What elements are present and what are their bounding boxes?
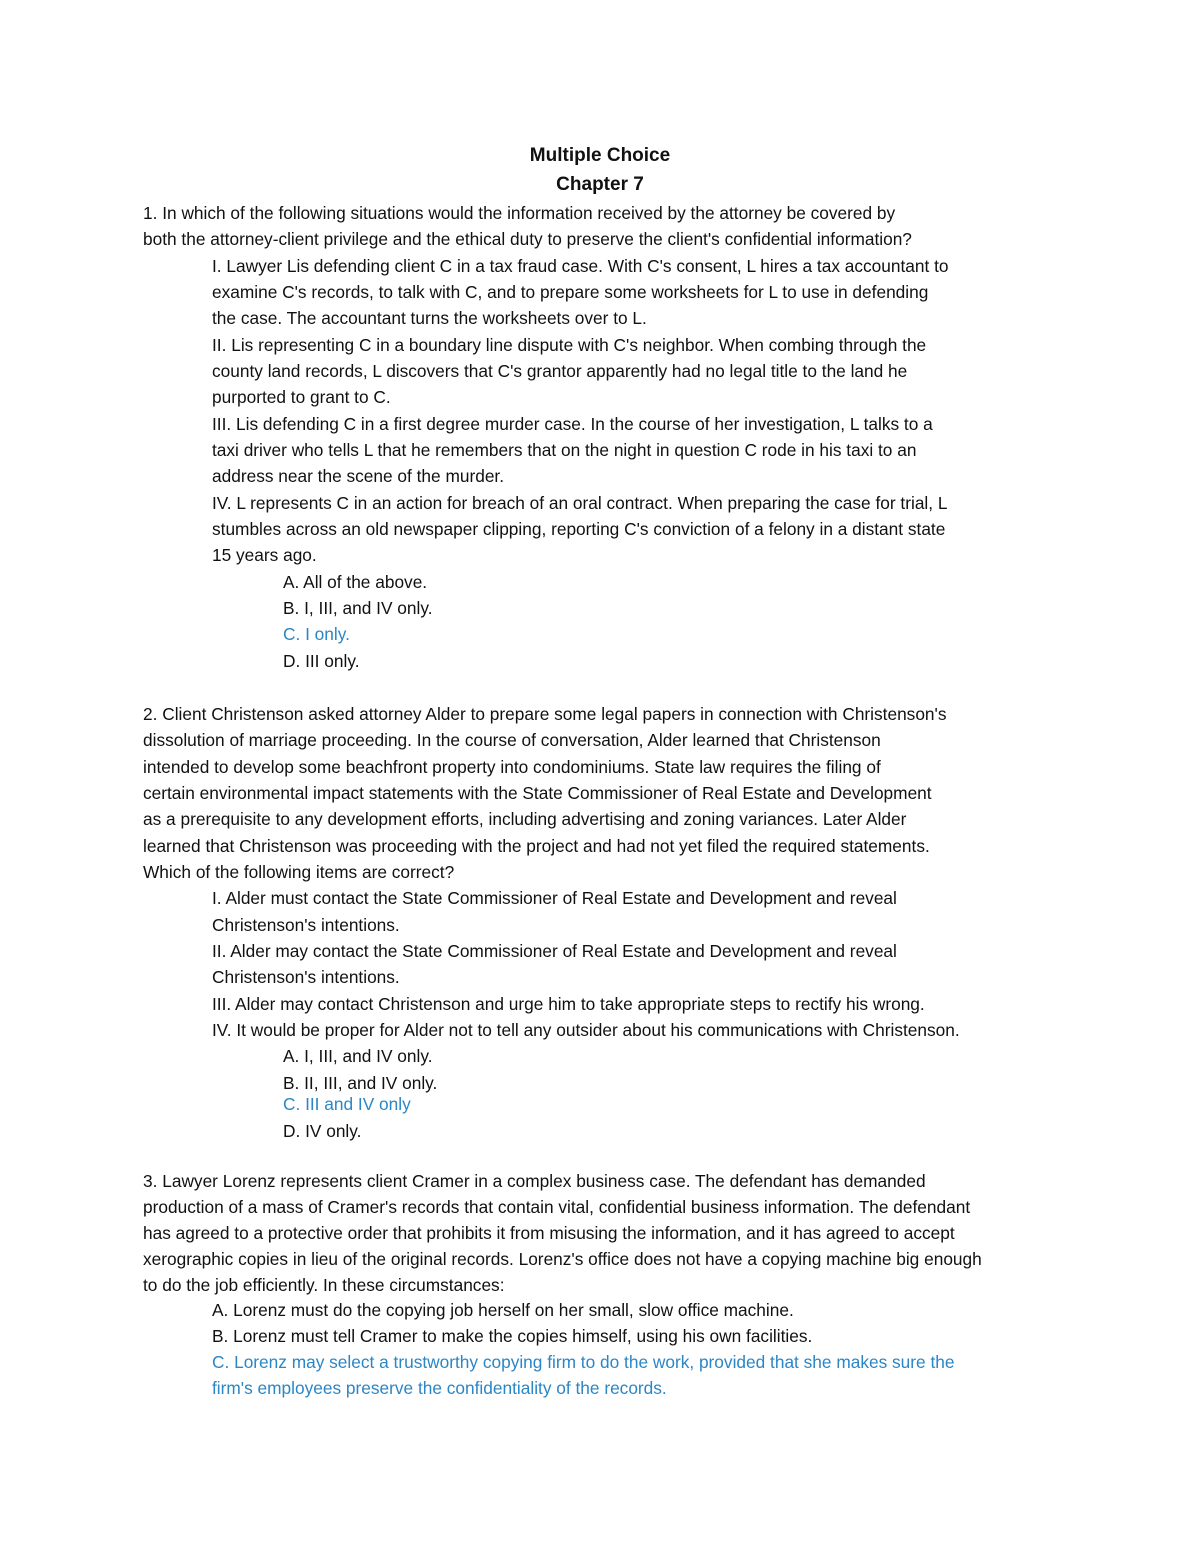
statement-line: Christenson's intentions. (212, 915, 400, 935)
answer-choice-correct: C. III and IV only (283, 1094, 411, 1114)
answer-choice: B. Lorenz must tell Cramer to make the copies himself, using his own facilities. (212, 1326, 813, 1346)
answer-choice: A. Lorenz must do the copying job herself on her small, slow office machine. (212, 1300, 794, 1320)
question-stem-line: Which of the following items are correct? (143, 862, 455, 882)
document-title: Multiple Choice (529, 145, 671, 166)
statement-line: taxi driver who tells L that he remembers that on the night in question C rode in his taxi to an (212, 440, 917, 460)
statement-line: address near the scene of the murder. (212, 466, 505, 486)
question-stem-line: xerographic copies in lieu of the original records. Lorenz's office does not have a copying machine big enough (143, 1249, 982, 1269)
answer-choice: A. All of the above. (283, 572, 428, 592)
answer-choice: B. II, III, and IV only. (283, 1073, 438, 1093)
statement-line: IV. It would be proper for Alder not to tell any outsider about his communications with Christenson. (212, 1020, 960, 1040)
statement-line: Christenson's intentions. (212, 967, 400, 987)
answer-choice-correct: C. Lorenz may select a trustworthy copying firm to do the work, provided that she makes sure the (212, 1352, 955, 1372)
question-stem-line: both the attorney-client privilege and the ethical duty to preserve the client's confidential information? (143, 229, 912, 249)
question-stem-line: 3. Lawyer Lorenz represents client Cramer in a complex business case. The defendant has demanded (143, 1171, 926, 1191)
question-stem-line: as a prerequisite to any development efforts, including advertising and zoning variances. Later Alder (143, 809, 907, 829)
answer-choice-correct: C. I only. (283, 624, 350, 644)
statement-line: 15 years ago. (212, 545, 317, 565)
chapter-heading: Chapter 7 (556, 174, 644, 195)
question-stem-line: has agreed to a protective order that prohibits it from misusing the information, and it has agreed to accept (143, 1223, 955, 1243)
statement-line: II. Alder may contact the State Commissioner of Real Estate and Development and reveal (212, 941, 897, 961)
question-stem-line: learned that Christenson was proceeding with the project and had not yet filed the required statements. (143, 836, 930, 856)
statement-line: IV. L represents C in an action for breach of an oral contract. When preparing the case for trial, L (212, 493, 948, 513)
question-number: 1 (143, 203, 153, 223)
question-stem-line: dissolution of marriage proceeding. In the course of conversation, Alder learned that Christenson (143, 730, 881, 750)
question-number: 3. (143, 1171, 158, 1191)
answer-choice: B. I, III, and IV only. (283, 598, 433, 618)
statement-line: III. Lis defending C in a first degree murder case. In the course of her investigation, L talks to a (212, 414, 933, 434)
statement-line: examine C's records, to talk with C, and to prepare some worksheets for L to use in defending (212, 282, 929, 302)
question-stem-line: production of a mass of Cramer's records that contain vital, confidential business information. The defendant (143, 1197, 971, 1217)
question-stem-line: 1. In which of the following situations would the information received by the attorney be covered by (143, 203, 896, 223)
question-stem-line: to do the job efficiently. In these circumstances: (143, 1275, 505, 1295)
statement-line: the case. The accountant turns the worksheets over to L. (212, 308, 647, 328)
question-stem-line: intended to develop some beachfront property into condominiums. State law requires the filing of (143, 757, 881, 777)
answer-choice: D. IV only. (283, 1121, 362, 1141)
answer-choice-correct: firm's employees preserve the confidentiality of the records. (212, 1378, 667, 1398)
statement-line: I. Alder must contact the State Commissioner of Real Estate and Development and reveal (212, 888, 897, 908)
statement-line: stumbles across an old newspaper clipping, reporting C's conviction of a felony in a distant state (212, 519, 946, 539)
answer-choice: A. I, III, and IV only. (283, 1046, 433, 1066)
question-stem-line: certain environmental impact statements with the State Commissioner of Real Estate and Development (143, 783, 932, 803)
question-stem-line: 2. Client Christenson asked attorney Alder to prepare some legal papers in connection with Christenson's (143, 704, 947, 724)
statement-line: purported to grant to C. (212, 387, 391, 407)
statement-line: I. Lawyer Lis defending client C in a tax fraud case. With C's consent, L hires a tax accountant to (212, 256, 949, 276)
question-number: 2. (143, 704, 158, 724)
statement-line: county land records, L discovers that C's grantor apparently had no legal title to the land he (212, 361, 908, 381)
statement-line: II. Lis representing C in a boundary line dispute with C's neighbor. When combing through the (212, 335, 927, 355)
answer-choice: D. III only. (283, 651, 360, 671)
statement-line: III. Alder may contact Christenson and urge him to take appropriate steps to rectify his wrong. (212, 994, 925, 1014)
